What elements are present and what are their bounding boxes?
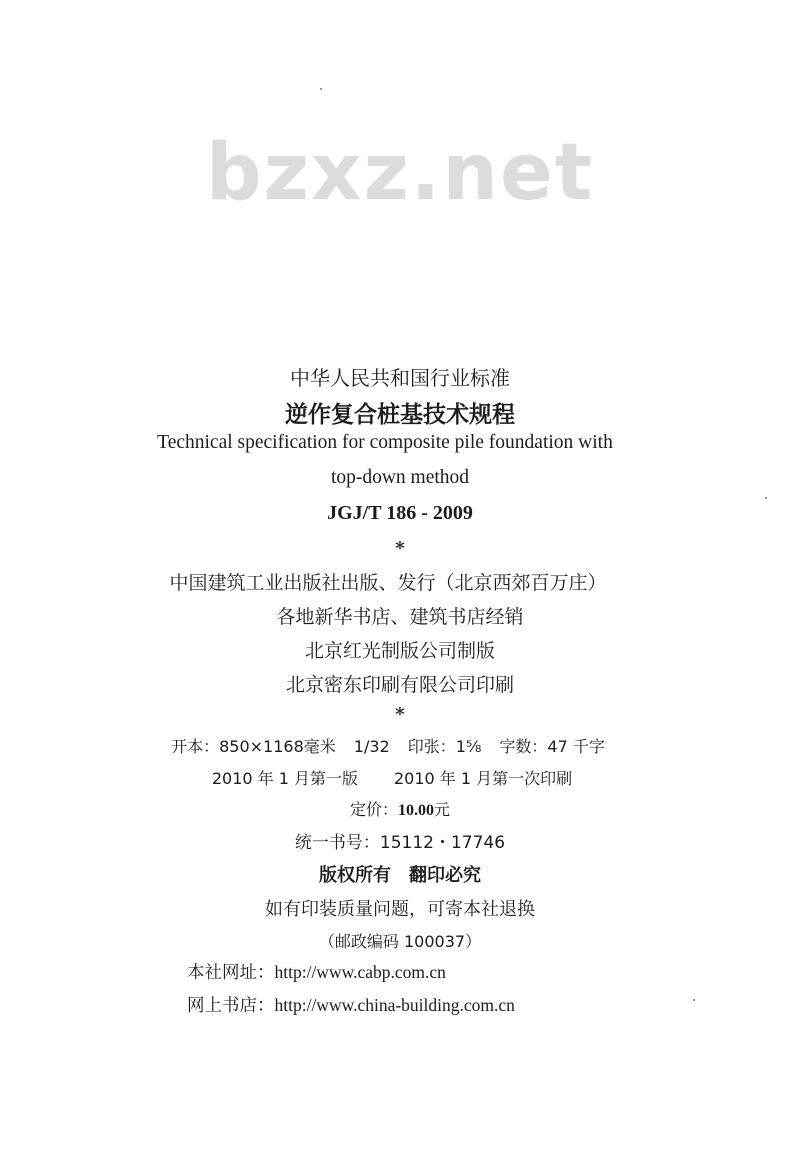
plate-making-line: 北京红光制版公司制版	[304, 640, 495, 662]
edition-line	[0, 766, 792, 789]
format-fold: 1/32	[353, 737, 390, 756]
price-unit: 元	[434, 800, 451, 819]
scan-speck	[765, 497, 767, 499]
format-line	[0, 734, 788, 757]
separator-star: *	[395, 538, 405, 559]
format-sheets: 印张：1⅝	[407, 737, 482, 756]
title-english-line1: Technical specification for composite pile foundation with	[157, 432, 613, 453]
website-label: 本社网址：	[187, 963, 275, 983]
edition-first: 2010 年 1 月第一版	[211, 769, 358, 788]
website-line	[187, 959, 446, 984]
online-store-line	[187, 992, 515, 1017]
watermark: bzxz.net	[205, 128, 595, 218]
isbn-line: 统一书号：15112・17746	[294, 833, 506, 853]
printing-line: 北京密东印刷有限公司印刷	[285, 674, 514, 696]
publisher-line: 中国建筑工业出版社出版、发行（北京西郊百万庄）	[169, 572, 607, 594]
postal-line: （邮政编码 100037）	[318, 932, 482, 951]
online-store-label: 网上书店：	[187, 996, 275, 1016]
edition-print: 2010 年 1 月第一次印刷	[394, 769, 573, 788]
rights-line: 版权所有 翻印必究	[319, 865, 481, 886]
price-label: 定价：	[349, 800, 398, 819]
format-size: 开本：850×1168毫米	[171, 737, 336, 756]
format-words: 字数：47 千字	[499, 737, 605, 756]
title-english-line2: top-down method	[330, 467, 470, 488]
scan-speck	[320, 88, 322, 90]
standard-line: 中华人民共和国行业标准	[290, 366, 510, 390]
standard-code: JGJ/T 186 - 2009	[327, 502, 473, 524]
website-url[interactable]: http://www.cabp.com.cn	[274, 962, 446, 982]
separator-star: *	[395, 704, 405, 725]
online-store-url[interactable]: http://www.china-building.com.cn	[274, 995, 515, 1015]
title-chinese: 逆作复合桩基技术规程	[285, 402, 515, 428]
price-line	[0, 797, 800, 820]
notice-line: 如有印装质量问题，可寄本社退换	[265, 899, 535, 920]
scan-speck	[693, 999, 695, 1001]
price-value: 10.00	[398, 802, 434, 819]
distribution-line: 各地新华书店、建筑书店经销	[276, 606, 524, 628]
